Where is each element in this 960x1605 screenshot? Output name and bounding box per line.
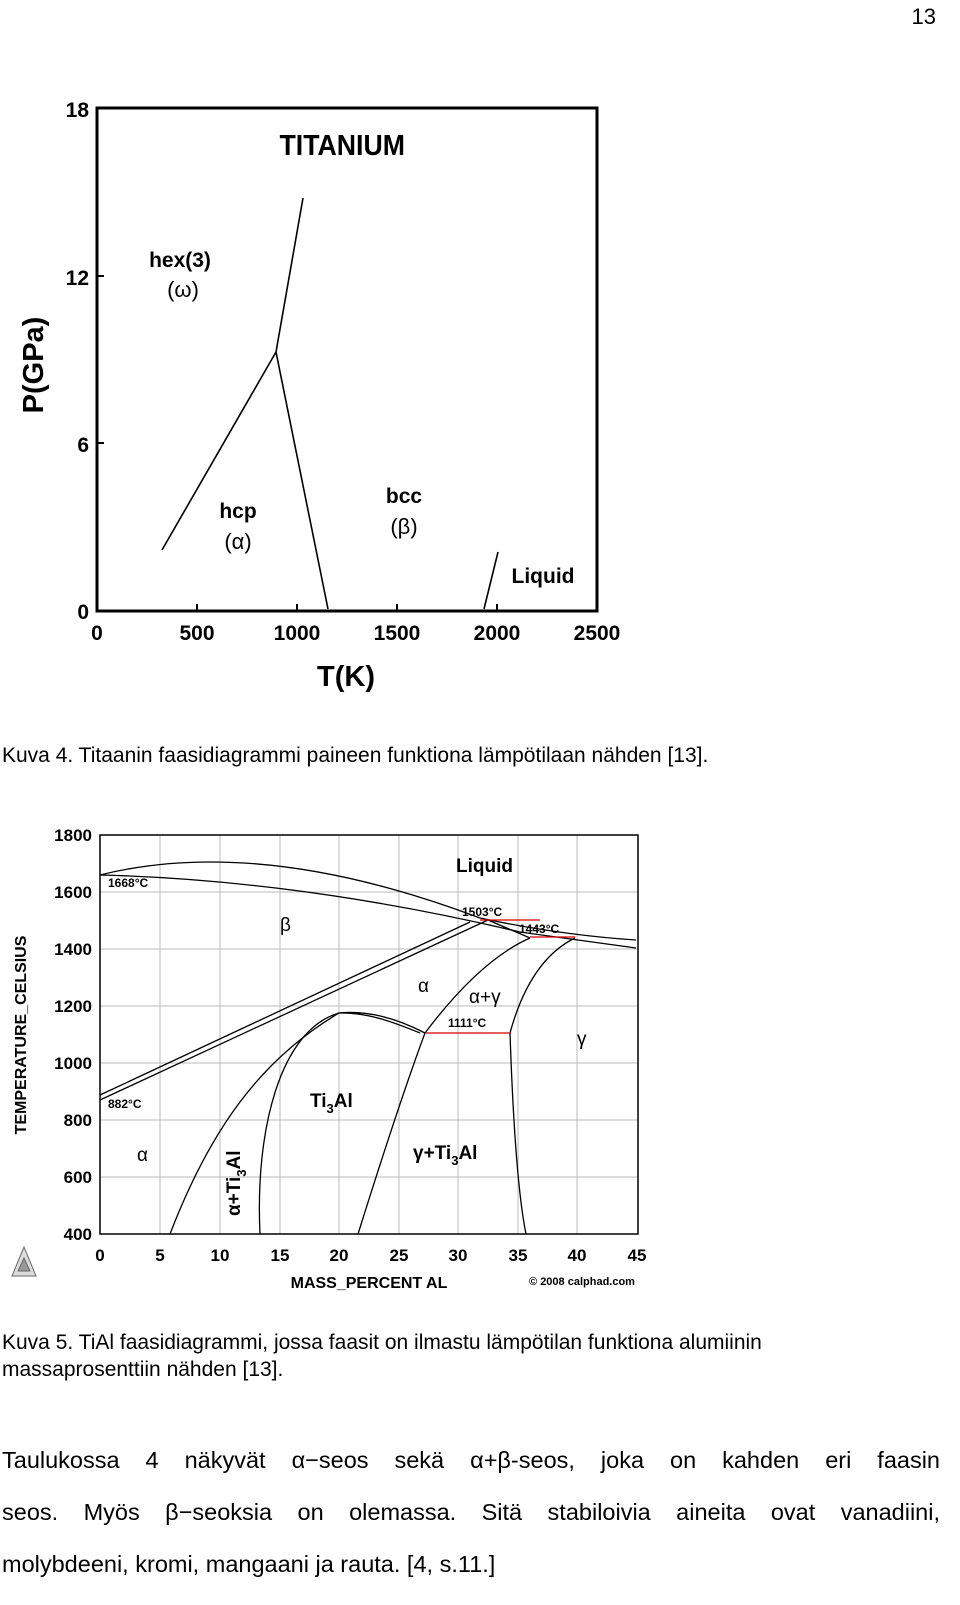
region-label: (ω) bbox=[167, 277, 199, 302]
region-label: Liquid bbox=[511, 565, 575, 588]
body-paragraph bbox=[2, 1434, 940, 1590]
y-tick: 1200 bbox=[54, 997, 92, 1016]
region-label: bcc bbox=[385, 485, 423, 508]
y-tick: 1600 bbox=[54, 883, 92, 902]
phase-label: α bbox=[137, 1145, 148, 1166]
region-label: (β) bbox=[390, 514, 418, 539]
region-label: hcp bbox=[219, 500, 257, 523]
x-tick: 500 bbox=[179, 622, 215, 645]
y-tick: 1000 bbox=[54, 1054, 92, 1073]
y-axis-label: P(GPa) bbox=[18, 316, 50, 414]
y-tick: 1800 bbox=[54, 826, 92, 845]
caption-line: massaprosenttiin nähden [13]. bbox=[2, 1358, 284, 1381]
x-tick: 40 bbox=[567, 1246, 587, 1265]
titanium-phase-diagram bbox=[0, 90, 660, 700]
phase-label: γ bbox=[577, 1029, 587, 1050]
y-tick: 1400 bbox=[54, 940, 92, 959]
y-tick: 18 bbox=[65, 99, 89, 122]
caption-line: Kuva 5. TiAl faasidiagrammi, jossa faasit on ilmastu lämpötilan funktiona alumiinin bbox=[2, 1331, 762, 1354]
phase-label: Liquid bbox=[456, 856, 513, 877]
x-tick: 2000 bbox=[473, 622, 521, 645]
x-tick: 5 bbox=[155, 1246, 165, 1265]
figure-caption: Kuva 4. Titaanin faasidiagrammi paineen funktiona lämpötilaan nähden [13]. bbox=[2, 744, 709, 767]
calphad-logo-icon bbox=[12, 1247, 36, 1276]
region-label: hex(3) bbox=[149, 249, 211, 272]
plot-frame bbox=[100, 835, 638, 1234]
x-tick: 1000 bbox=[273, 622, 321, 645]
temperature-label: 1111°C bbox=[448, 1016, 487, 1030]
x-tick: 35 bbox=[508, 1246, 528, 1265]
region-label: (α) bbox=[224, 529, 252, 554]
x-tick: 2500 bbox=[573, 622, 621, 645]
x-tick: 0 bbox=[91, 622, 103, 645]
grid bbox=[100, 835, 638, 1234]
phase-labels bbox=[137, 856, 587, 1216]
copyright: © 2008 calphad.com bbox=[529, 1276, 635, 1288]
x-tick: 45 bbox=[627, 1246, 647, 1265]
phase-label: $Ti_3Al$ bbox=[310, 1091, 353, 1116]
temperature-label: 882°C bbox=[108, 1097, 142, 1111]
tial-phase-diagram bbox=[0, 820, 660, 1300]
temperature-label: 1443°C bbox=[519, 922, 560, 936]
x-tick: 15 bbox=[270, 1246, 290, 1265]
page-number: 13 bbox=[911, 4, 936, 29]
temperature-label: 1668°C bbox=[108, 876, 149, 890]
temperature-label: 1503°C bbox=[462, 905, 503, 919]
x-tick: 0 bbox=[95, 1246, 105, 1265]
diagram-title: TITANIUM bbox=[279, 128, 405, 162]
phase-label: α bbox=[418, 976, 429, 997]
x-tick: 1500 bbox=[373, 622, 421, 645]
y-tick: 0 bbox=[77, 601, 89, 624]
paragraph-line: Taulukossa 4 näkyvät α−seos sekä α+β-seos, joka on kahden eri faasin bbox=[2, 1447, 940, 1473]
paragraph-line: seos. Myös β−seoksia on olemassa. Sitä stabiloivia aineita ovat vanadiini, bbox=[2, 1499, 940, 1525]
x-tick: 20 bbox=[329, 1246, 349, 1265]
x-tick: 25 bbox=[389, 1246, 409, 1265]
x-tick: 10 bbox=[210, 1246, 230, 1265]
figure-caption bbox=[2, 1329, 762, 1383]
y-tick: 400 bbox=[63, 1225, 92, 1244]
x-tick: 30 bbox=[448, 1246, 468, 1265]
y-tick: 800 bbox=[63, 1111, 92, 1130]
x-axis-label: T(K) bbox=[317, 661, 375, 693]
phase-boundaries bbox=[162, 198, 498, 609]
x-axis-label: MASS_PERCENT AL bbox=[290, 1275, 448, 1292]
phase-label: β bbox=[280, 915, 291, 936]
y-tick: 600 bbox=[63, 1168, 92, 1187]
phase-label: $\alpha+Ti_3Al$ bbox=[224, 1150, 249, 1216]
y-tick: 12 bbox=[65, 267, 89, 290]
paragraph-line: molybdeeni, kromi, mangaani ja rauta. [4, s.11.] bbox=[2, 1551, 496, 1577]
plot-frame bbox=[97, 108, 597, 611]
phase-boundaries bbox=[100, 862, 636, 1234]
y-axis-label: TEMPERATURE_CELSIUS bbox=[13, 935, 30, 1135]
phase-label: α+γ bbox=[469, 987, 501, 1008]
y-tick: 6 bbox=[77, 434, 89, 457]
phase-label: $\gamma+Ti_3Al$ bbox=[413, 1143, 478, 1168]
